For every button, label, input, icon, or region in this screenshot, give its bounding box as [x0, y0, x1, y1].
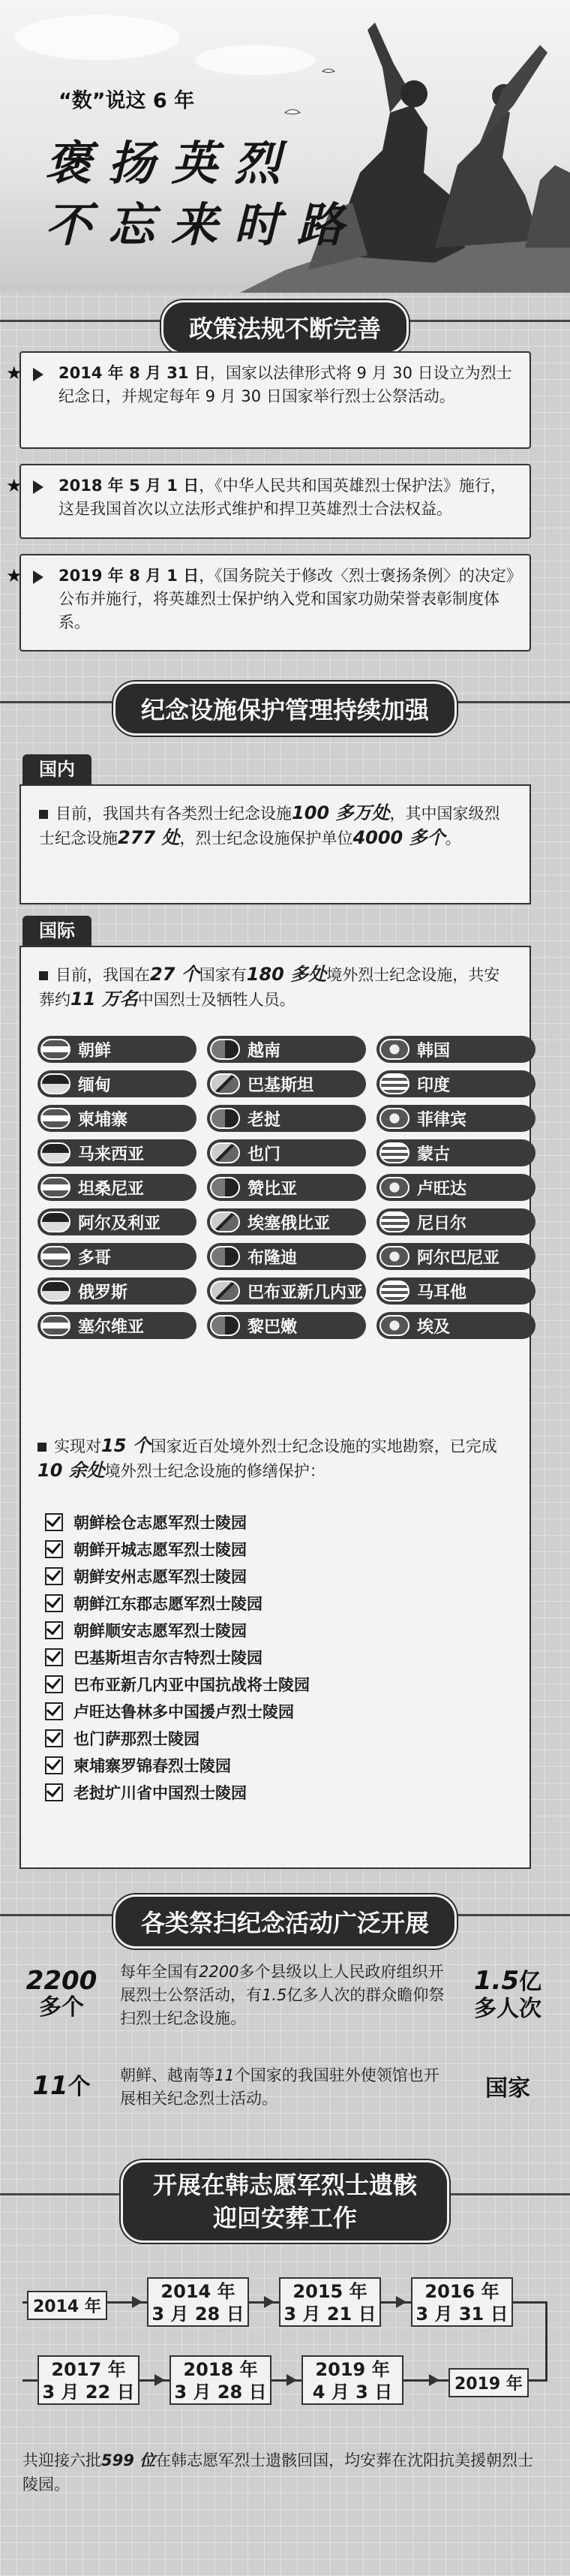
country-item — [207, 1277, 366, 1305]
flag-icon — [210, 1039, 240, 1060]
cemetery-name: 朝鲜江东郡志愿军烈士陵园 — [74, 1595, 262, 1613]
text-part: 目前，我国在 — [56, 966, 150, 984]
country-name: 阿尔及利亚 — [78, 1214, 161, 1233]
flag-icon — [40, 1142, 70, 1163]
event-year: 2014 年 — [160, 2281, 236, 2302]
flag-icon — [380, 1211, 410, 1232]
cemetery-name: 老挝圹川省中国烈士陵园 — [74, 1784, 247, 1802]
star-icon: ★ — [6, 363, 22, 384]
cemetery-item — [45, 1563, 525, 1590]
cemetery-name: 朝鲜安州志愿军烈士陵园 — [74, 1568, 247, 1586]
hero-title-line1: 褒扬英烈 — [45, 136, 298, 191]
country-item — [376, 1312, 536, 1339]
flag-icon — [40, 1177, 70, 1198]
section-header-policy — [0, 294, 570, 347]
text-part: 境外烈士纪念设施，共安葬约 — [39, 966, 500, 1009]
hero-banner — [0, 0, 570, 293]
highlight-number: 277 处 — [118, 827, 180, 848]
country-name: 巴布亚新几内亚 — [248, 1283, 364, 1302]
country-item — [207, 1139, 366, 1166]
cemetery-name: 巴布亚新几内亚中国抗战将士陵园 — [74, 1676, 310, 1694]
cemetery-item — [45, 1698, 525, 1725]
text-part: 目前，我国共有各类烈士纪念设施 — [56, 805, 292, 823]
country-name: 巴基斯坦 — [248, 1076, 314, 1095]
cemetery-name: 朝鲜桧仓志愿军烈士陵园 — [74, 1514, 247, 1532]
text-part: 中国烈士及牺牲人员。 — [137, 991, 296, 1009]
text-part: 每年全国有 — [120, 1963, 199, 1981]
international-text — [39, 962, 514, 1012]
flag-icon — [380, 1108, 410, 1129]
country-item — [38, 1105, 196, 1132]
event-date: 3 月 28 日 — [174, 2382, 267, 2403]
flag-icon — [380, 1073, 410, 1094]
country-item — [38, 1036, 196, 1063]
stat-number-unit: 亿 — [519, 1969, 542, 1995]
checkbox-icon — [45, 1702, 63, 1720]
cloud-decoration — [15, 15, 180, 60]
country-item — [376, 1105, 536, 1132]
country-name: 老挝 — [248, 1110, 281, 1130]
event-year: 2019 年 — [315, 2359, 390, 2380]
bullet-square-icon — [38, 1443, 46, 1452]
cemetery-item — [45, 1671, 525, 1698]
country-item — [207, 1208, 366, 1235]
policy-text: ，《中华人民共和国英雄烈士保护法》施行，这是我国首次以立法形式维护和捍卫英雄烈士合法权益。 — [58, 477, 506, 518]
country-item — [38, 1277, 196, 1305]
policy-date: 2018 年 5 月 1 日 — [58, 477, 200, 495]
text-part: 。 — [445, 829, 461, 847]
cemetery-item — [45, 1590, 525, 1617]
country-name: 印度 — [417, 1076, 451, 1095]
cemetery-item — [45, 1617, 525, 1644]
cemetery-item — [45, 1536, 525, 1563]
country-name: 菲律宾 — [417, 1110, 467, 1130]
highlight-number: 11 — [214, 2066, 235, 2084]
highlight-number: 100 多万处 — [292, 802, 390, 823]
text-part: 实现对 — [54, 1437, 101, 1455]
timeline-event — [411, 2277, 513, 2327]
text-part: 境外烈士纪念设施的修缮保护： — [104, 1462, 326, 1480]
country-item — [207, 1312, 366, 1339]
flag-icon — [380, 1142, 410, 1163]
country-name: 马来西亚 — [78, 1145, 145, 1164]
arrow-icon — [33, 480, 44, 494]
activity-text-2 — [120, 2064, 450, 2111]
country-name: 韩国 — [417, 1041, 451, 1061]
stat-countries — [16, 2072, 106, 2100]
country-name: 坦桑尼亚 — [78, 1179, 145, 1199]
text-part: 在韩志愿军烈士遗骸回国，均安葬在沈阳抗美援朝烈士陵园。 — [22, 2451, 534, 2493]
country-name: 也门 — [248, 1145, 281, 1164]
policy-date: 2019 年 8 月 1 日 — [58, 567, 200, 585]
cemetery-item — [45, 1779, 525, 1806]
stat-countries-label — [459, 2076, 556, 2102]
country-name: 黎巴嫩 — [248, 1317, 298, 1337]
domestic-text — [39, 801, 514, 850]
section-title-line1: 开展在韩志愿军烈士遗骸 — [152, 2171, 418, 2199]
country-name: 卢旺达 — [417, 1179, 467, 1199]
country-name: 马耳他 — [417, 1283, 467, 1302]
activity-text-1 — [120, 1961, 450, 2030]
country-item — [207, 1036, 366, 1063]
country-item — [38, 1174, 196, 1201]
timeline-event — [170, 2355, 272, 2405]
stat-unit: 国家 — [485, 2075, 530, 2102]
flag-icon — [210, 1211, 240, 1232]
event-year: 2016 年 — [424, 2281, 500, 2302]
flag-icon — [40, 1073, 70, 1094]
highlight-number: 10 余处 — [38, 1460, 105, 1481]
star-icon: ★ — [6, 565, 22, 586]
hero-subtitle: “数”说这 6 年 — [58, 89, 195, 113]
policy-item — [6, 554, 531, 652]
arrow-right-icon — [132, 2296, 142, 2308]
section-title — [121, 2160, 449, 2243]
highlight-number: 11 万名 — [70, 989, 138, 1010]
text-part: ，其中国家级烈士纪念设施 — [39, 805, 500, 847]
flag-icon — [210, 1108, 240, 1129]
timeline-event — [302, 2355, 404, 2405]
flag-icon — [40, 1108, 70, 1129]
hero-title-line2: 不忘来时路 — [45, 197, 361, 252]
text-part: 亿多人次的群众瞻仰祭扫烈士纪念设施。 — [120, 1986, 445, 2027]
section-title-line2: 迎回安葬工作 — [212, 2204, 358, 2232]
timeline-connector — [545, 2301, 548, 2379]
country-name: 缅甸 — [78, 1076, 112, 1095]
country-name: 蒙古 — [417, 1145, 451, 1164]
stat-number: 2200 — [26, 1966, 98, 1996]
cemetery-name: 也门萨那烈士陵园 — [74, 1730, 200, 1748]
section-header-activities — [0, 1888, 570, 1941]
text-part: ，烈士纪念设施保护单位 — [179, 829, 353, 847]
international-tag: 国际 — [22, 916, 92, 946]
cemetery-list — [45, 1509, 525, 1806]
stat-unit: 个 — [68, 2074, 91, 2100]
stat-number: 11 — [32, 2071, 68, 2101]
flag-icon — [380, 1246, 410, 1267]
event-date: 3 月 22 日 — [42, 2382, 135, 2403]
country-name: 多哥 — [78, 1248, 112, 1268]
stat-unit: 多个 — [39, 1994, 84, 2021]
star-icon: ★ — [6, 475, 22, 496]
section-header-facilities — [0, 676, 570, 728]
event-year: 2015 年 — [292, 2281, 368, 2302]
arrow-right-icon — [396, 2296, 406, 2308]
arrow-right-icon — [429, 2374, 440, 2386]
country-item — [38, 1139, 196, 1166]
flag-icon — [40, 1039, 70, 1060]
checkbox-icon — [45, 1513, 63, 1531]
event-year: 2018 年 — [183, 2359, 258, 2380]
text-part: 国家有 — [199, 966, 247, 984]
country-item — [207, 1105, 366, 1132]
stat-unit: 多人次 — [474, 1996, 542, 2022]
highlight-number: 2200 — [199, 1963, 239, 1981]
section-title: 各类祭扫纪念活动广泛开展 — [113, 1894, 457, 1949]
highlight-number: 599 位 — [101, 2451, 156, 2469]
country-item — [376, 1277, 536, 1305]
policy-text: ，国家以法律形式将 9 月 30 日设立为烈士纪念日，并规定每年 9 月 30 日国家举行烈士公祭活动。 — [58, 364, 512, 405]
country-item — [207, 1243, 366, 1270]
flag-icon — [380, 1177, 410, 1198]
flag-icon — [210, 1246, 240, 1267]
flag-icon — [40, 1280, 70, 1302]
cemetery-item — [45, 1509, 525, 1536]
country-name: 越南 — [248, 1041, 281, 1061]
cemetery-name: 朝鲜顺安志愿军烈士陵园 — [74, 1622, 247, 1640]
country-item — [207, 1174, 366, 1201]
stat-counties — [16, 1967, 106, 2021]
arrow-right-icon — [264, 2296, 274, 2308]
domestic-tag: 国内 — [22, 754, 92, 784]
country-name: 尼日尔 — [417, 1214, 467, 1233]
country-name: 布隆迪 — [248, 1248, 298, 1268]
flag-icon — [40, 1246, 70, 1267]
section-title: 政策法规不断完善 — [161, 300, 409, 354]
cemetery-item — [45, 1752, 525, 1779]
event-date: 4 月 3 日 — [312, 2382, 393, 2403]
event-date: 3 月 31 日 — [416, 2304, 508, 2325]
country-name: 埃塞俄比亚 — [248, 1214, 331, 1233]
country-item — [38, 1070, 196, 1097]
checkbox-icon — [45, 1621, 63, 1639]
repatriation-summary — [22, 2448, 548, 2496]
text-part: 共迎接六批 — [22, 2451, 101, 2469]
cemetery-name: 巴基斯坦吉尔吉特烈士陵园 — [74, 1649, 262, 1667]
highlight-number: 180 多处 — [246, 964, 327, 985]
cemetery-item — [45, 1725, 525, 1752]
policy-item — [6, 464, 531, 539]
checkbox-icon — [45, 1540, 63, 1558]
country-item — [376, 1139, 536, 1166]
flag-icon — [210, 1073, 240, 1094]
highlight-number: 4000 多个 — [352, 827, 446, 848]
arrow-right-icon — [286, 2374, 297, 2386]
country-name: 埃及 — [417, 1317, 451, 1337]
section-title: 纪念设施保护管理持续加强 — [113, 682, 457, 736]
cemetery-name: 朝鲜开城志愿军烈士陵园 — [74, 1541, 247, 1559]
arrow-right-icon — [154, 2374, 165, 2386]
checkbox-icon — [45, 1594, 63, 1612]
checkbox-icon — [45, 1648, 63, 1666]
country-name: 阿尔巴尼亚 — [417, 1248, 500, 1268]
text-part: 多个县级以上人民政府组织开展烈士公祭活动，有 — [120, 1963, 444, 2004]
country-name: 俄罗斯 — [78, 1283, 128, 1302]
stat-number: 1.5 — [473, 1966, 520, 1996]
text-part: 国家近百处境外烈士纪念设施的实地勘察，已完成 — [150, 1437, 497, 1455]
flag-icon — [380, 1039, 410, 1060]
bullet-square-icon — [39, 810, 48, 819]
checkbox-icon — [45, 1567, 63, 1585]
checkbox-icon — [45, 1729, 63, 1747]
section-header-repatriation — [0, 2154, 570, 2237]
highlight-number: 1.5 — [262, 1986, 287, 2004]
policy-item — [6, 351, 531, 449]
flag-icon — [210, 1280, 240, 1302]
country-name: 塞尔维亚 — [78, 1317, 145, 1337]
arrow-icon — [33, 570, 44, 584]
flag-icon — [40, 1211, 70, 1232]
country-item — [38, 1312, 196, 1339]
highlight-number: 15 个 — [101, 1435, 151, 1456]
policy-text: ，《国务院关于修改〈烈士褒扬条例〉的决定》公布并施行，将英雄烈士保护纳入党和国家功勋荣誉表彰制度体系。 — [58, 567, 514, 631]
country-item — [38, 1243, 196, 1270]
flag-icon — [210, 1315, 240, 1336]
country-name: 柬埔寨 — [78, 1110, 128, 1130]
survey-text — [38, 1434, 518, 1483]
arrow-icon — [33, 368, 44, 381]
bullet-square-icon — [39, 971, 48, 980]
country-item — [207, 1070, 366, 1097]
timeline-start-year: 2014 年 — [27, 2291, 107, 2320]
timeline-event — [279, 2277, 381, 2327]
text-part: 朝鲜、越南等 — [120, 2066, 214, 2084]
flag-icon — [380, 1280, 410, 1302]
cemetery-name: 柬埔寨罗锦春烈士陵园 — [74, 1757, 231, 1775]
country-name: 赞比亚 — [248, 1179, 298, 1199]
country-flag-grid — [38, 1036, 532, 1339]
event-date: 3 月 28 日 — [152, 2304, 244, 2325]
checkbox-icon — [45, 1756, 63, 1774]
country-item — [38, 1208, 196, 1235]
country-item — [376, 1243, 536, 1270]
timeline-end-year: 2019 年 — [448, 2368, 529, 2397]
country-item — [376, 1036, 536, 1063]
country-item — [376, 1070, 536, 1097]
flag-icon — [40, 1315, 70, 1336]
timeline-event — [38, 2355, 140, 2405]
country-name: 朝鲜 — [78, 1041, 112, 1061]
event-date: 3 月 21 日 — [284, 2304, 376, 2325]
policy-date: 2014 年 8 月 31 日 — [58, 364, 210, 382]
flag-icon — [210, 1142, 240, 1163]
flag-icon — [380, 1315, 410, 1336]
timeline-event — [147, 2277, 249, 2327]
country-item — [376, 1208, 536, 1235]
country-item — [376, 1174, 536, 1201]
checkbox-icon — [45, 1783, 63, 1801]
domestic-box — [20, 784, 531, 904]
cemetery-name: 卢旺达鲁林多中国援卢烈士陵园 — [74, 1703, 294, 1721]
event-year: 2017 年 — [51, 2359, 126, 2380]
highlight-number: 27 个 — [150, 964, 200, 985]
text-part: 个国家的我国驻外使领馆也开展相关纪念烈士活动。 — [120, 2066, 440, 2108]
cemetery-item — [45, 1644, 525, 1671]
flag-icon — [210, 1177, 240, 1198]
stat-visitors — [459, 1967, 556, 2022]
checkbox-icon — [45, 1675, 63, 1693]
